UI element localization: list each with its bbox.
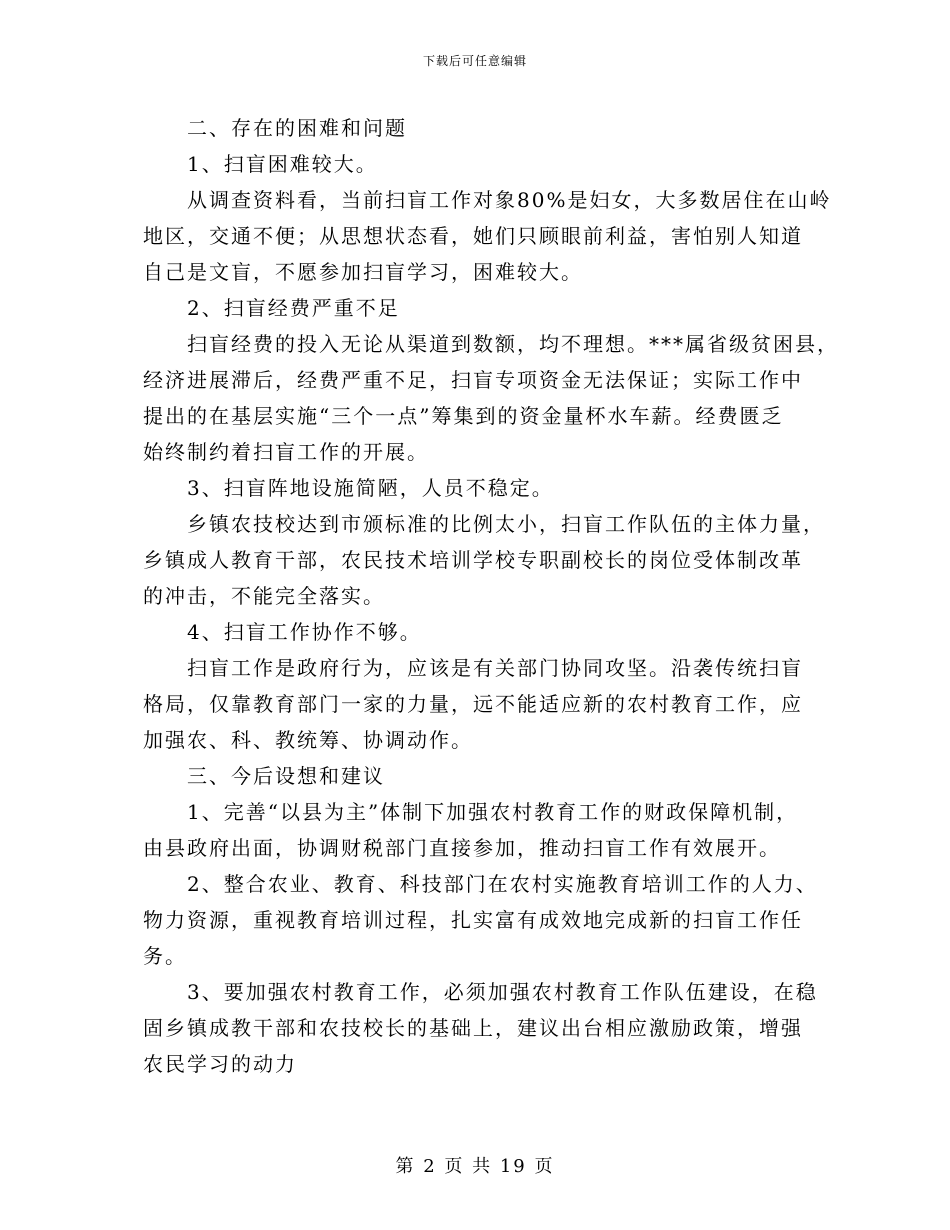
- paragraph-line: 始终制约着扫盲工作的开展。: [143, 440, 429, 464]
- paragraph-line: 格局，仅靠教育部门一家的力量，远不能适应新的农村教育工作，应: [143, 692, 803, 716]
- section-heading: 三、今后设想和建议: [187, 764, 385, 788]
- page-header-note: 下载后可任意编辑: [422, 54, 527, 68]
- paragraph-line: 从调查资料看，当前扫盲工作对象80%是妇女，大多数居住在山岭: [187, 188, 832, 212]
- paragraph-line: 务。: [143, 944, 187, 968]
- paragraph-line: 经济进展滞后，经费严重不足，扫盲专项资金无法保证；实际工作中: [143, 368, 803, 392]
- paragraph-line: 3、要加强农村教育工作，必须加强农村教育工作队伍建设，在稳: [187, 980, 818, 1004]
- paragraph-line: 提出的在基层实施“三个一点”筹集到的资金量杯水车薪。经费匮乏: [143, 404, 784, 428]
- paragraph-line: 乡镇成人教育干部，农民技术培训学校专职副校长的岗位受体制改革: [143, 548, 803, 572]
- section-heading: 二、存在的困难和问题: [187, 116, 407, 140]
- paragraph-line: 自己是文盲，不愿参加扫盲学习，困难较大。: [143, 260, 583, 284]
- subsection-heading: 3、扫盲阵地设施简陋，人员不稳定。: [187, 476, 554, 500]
- paragraph-line: 由县政府出面，协调财税部门直接参加，推动扫盲工作有效展开。: [143, 836, 781, 860]
- paragraph-line: 的冲击，不能完全落实。: [143, 584, 385, 608]
- paragraph-line: 扫盲工作是政府行为，应该是有关部门协同攻坚。沿袭传统扫盲: [187, 656, 803, 680]
- paragraph-line: 地区，交通不便；从思想状态看，她们只顾眼前利益，害怕别人知道: [143, 224, 803, 248]
- document-body: [143, 110, 839, 1082]
- subsection-heading: 4、扫盲工作协作不够。: [187, 620, 422, 644]
- page-number: 第 2 页 共 19 页: [395, 1156, 555, 1177]
- paragraph-line: 加强农、科、教统筹、协调动作。: [143, 728, 473, 752]
- paragraph-line: 1、完善“以县为主”体制下加强农村教育工作的财政保障机制，: [187, 800, 799, 824]
- paragraph-line: 扫盲经费的投入无论从渠道到数额，均不理想。***属省级贫困县，: [187, 332, 839, 356]
- subsection-heading: 1、扫盲困难较大。: [187, 152, 378, 176]
- paragraph-line: 2、整合农业、教育、科技部门在农村实施教育培训工作的人力、: [187, 872, 818, 896]
- paragraph-line: 农民学习的动力: [143, 1052, 297, 1076]
- subsection-heading: 2、扫盲经费严重不足: [187, 296, 400, 320]
- paragraph-line: 乡镇农技校达到市颁标准的比例太小，扫盲工作队伍的主体力量，: [187, 512, 825, 536]
- paragraph-line: 固乡镇成教干部和农技校长的基础上，建议出台相应激励政策，增强: [143, 1016, 803, 1040]
- paragraph-line: 物力资源，重视教育培训过程，扎实富有成效地完成新的扫盲工作任: [143, 908, 803, 932]
